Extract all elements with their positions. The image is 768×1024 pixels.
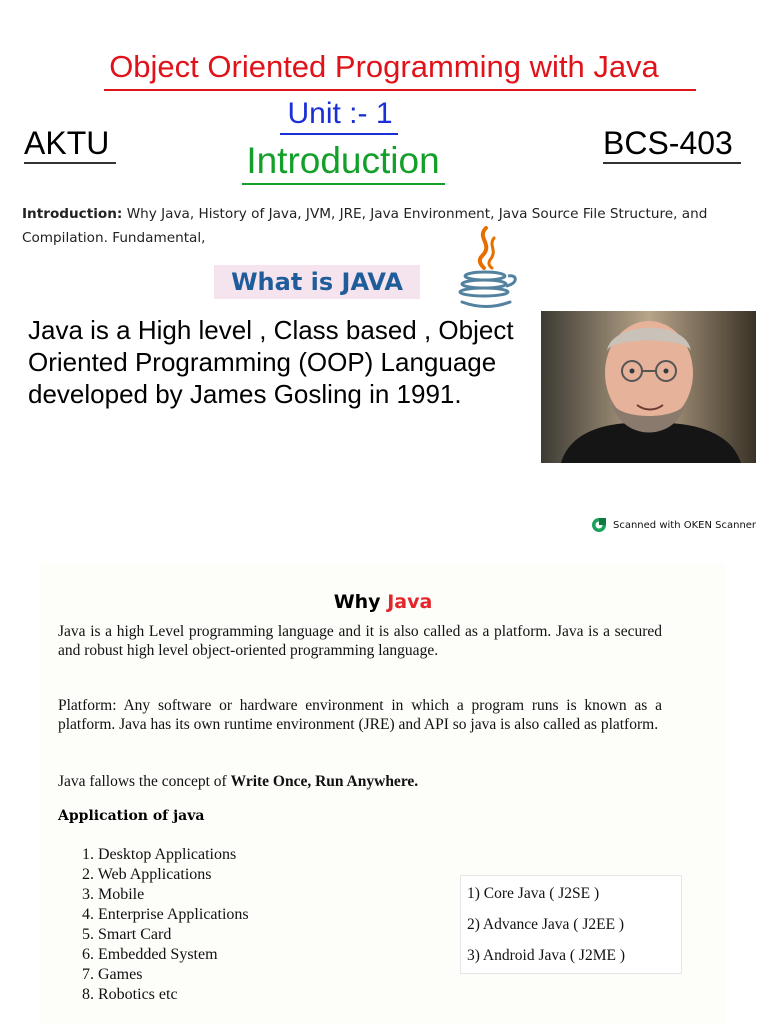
scanner-watermark <box>591 517 756 533</box>
syllabus-text <box>22 202 752 250</box>
slide-page-2 <box>40 563 726 1024</box>
paragraph-wora <box>58 772 662 791</box>
unit-label: Unit :- 1 <box>287 97 393 130</box>
oken-scanner-logo-icon <box>591 517 607 533</box>
edition-item: 1) Core Java ( J2SE ) <box>467 885 600 902</box>
list-item: 6. Embedded System <box>82 946 218 963</box>
edition-item: 2) Advance Java ( J2EE ) <box>467 916 625 933</box>
document-title: Object Oriented Programming with Java <box>109 49 659 84</box>
why-heading-prefix: Why <box>333 591 381 613</box>
applications-heading: Application of java <box>58 808 205 824</box>
paragraph-platform-definition: Platform: Any software or hardware environment in which a program runs is known as a platform. Java has its own runtime environment (JRE) and API so java is also called as platform. <box>58 697 662 733</box>
edition-item: 3) Android Java ( J2ME ) <box>467 947 625 964</box>
person-photo-icon <box>541 311 756 463</box>
wora-bold: Write Once, Run Anywhere. <box>230 773 419 790</box>
unit-underline <box>280 133 398 135</box>
title-underline <box>104 89 696 91</box>
list-item: 7. Games <box>82 966 143 983</box>
syllabus-body: Why Java, History of Java, JVM, JRE, Java Environment, Java Source File Structure, and Compilation. Fundamental, <box>22 206 708 246</box>
topic-heading: Introduction <box>246 140 440 181</box>
university-underline <box>24 162 116 164</box>
topic-underline <box>242 183 445 185</box>
java-coffee-cup-logo-icon <box>448 224 522 312</box>
list-item: 2. Web Applications <box>82 866 212 883</box>
list-item: 5. Smart Card <box>82 926 172 943</box>
list-item: 4. Enterprise Applications <box>82 906 249 923</box>
java-editions-box <box>460 875 682 974</box>
java-definition: Java is a High level , Class based , Object Oriented Programming (OOP) Language developed by James Gosling in 1991. <box>28 315 514 409</box>
wora-prefix: Java fallows the concept of <box>58 773 227 790</box>
scanner-text: Scanned with OKEN Scanner <box>613 520 757 531</box>
why-java-heading <box>40 589 726 615</box>
course-code-underline <box>603 162 741 164</box>
slide-page-1 <box>0 0 768 470</box>
course-code-label: BCS-403 <box>603 125 733 161</box>
paragraph-platform-intro: Java is a high Level programming language and it is also called as a platform. Java is a secured and robust high level object-oriented programming language. <box>58 623 662 659</box>
list-item: 3. Mobile <box>82 886 145 903</box>
university-label: AKTU <box>24 125 110 161</box>
list-item: 8. Robotics etc <box>82 986 178 1003</box>
what-is-java-badge: What is JAVA <box>214 265 420 299</box>
list-item: 1. Desktop Applications <box>82 846 237 863</box>
why-heading-accent: Java <box>387 591 433 613</box>
syllabus-label: Introduction: <box>22 206 123 222</box>
applications-list <box>82 845 249 1005</box>
